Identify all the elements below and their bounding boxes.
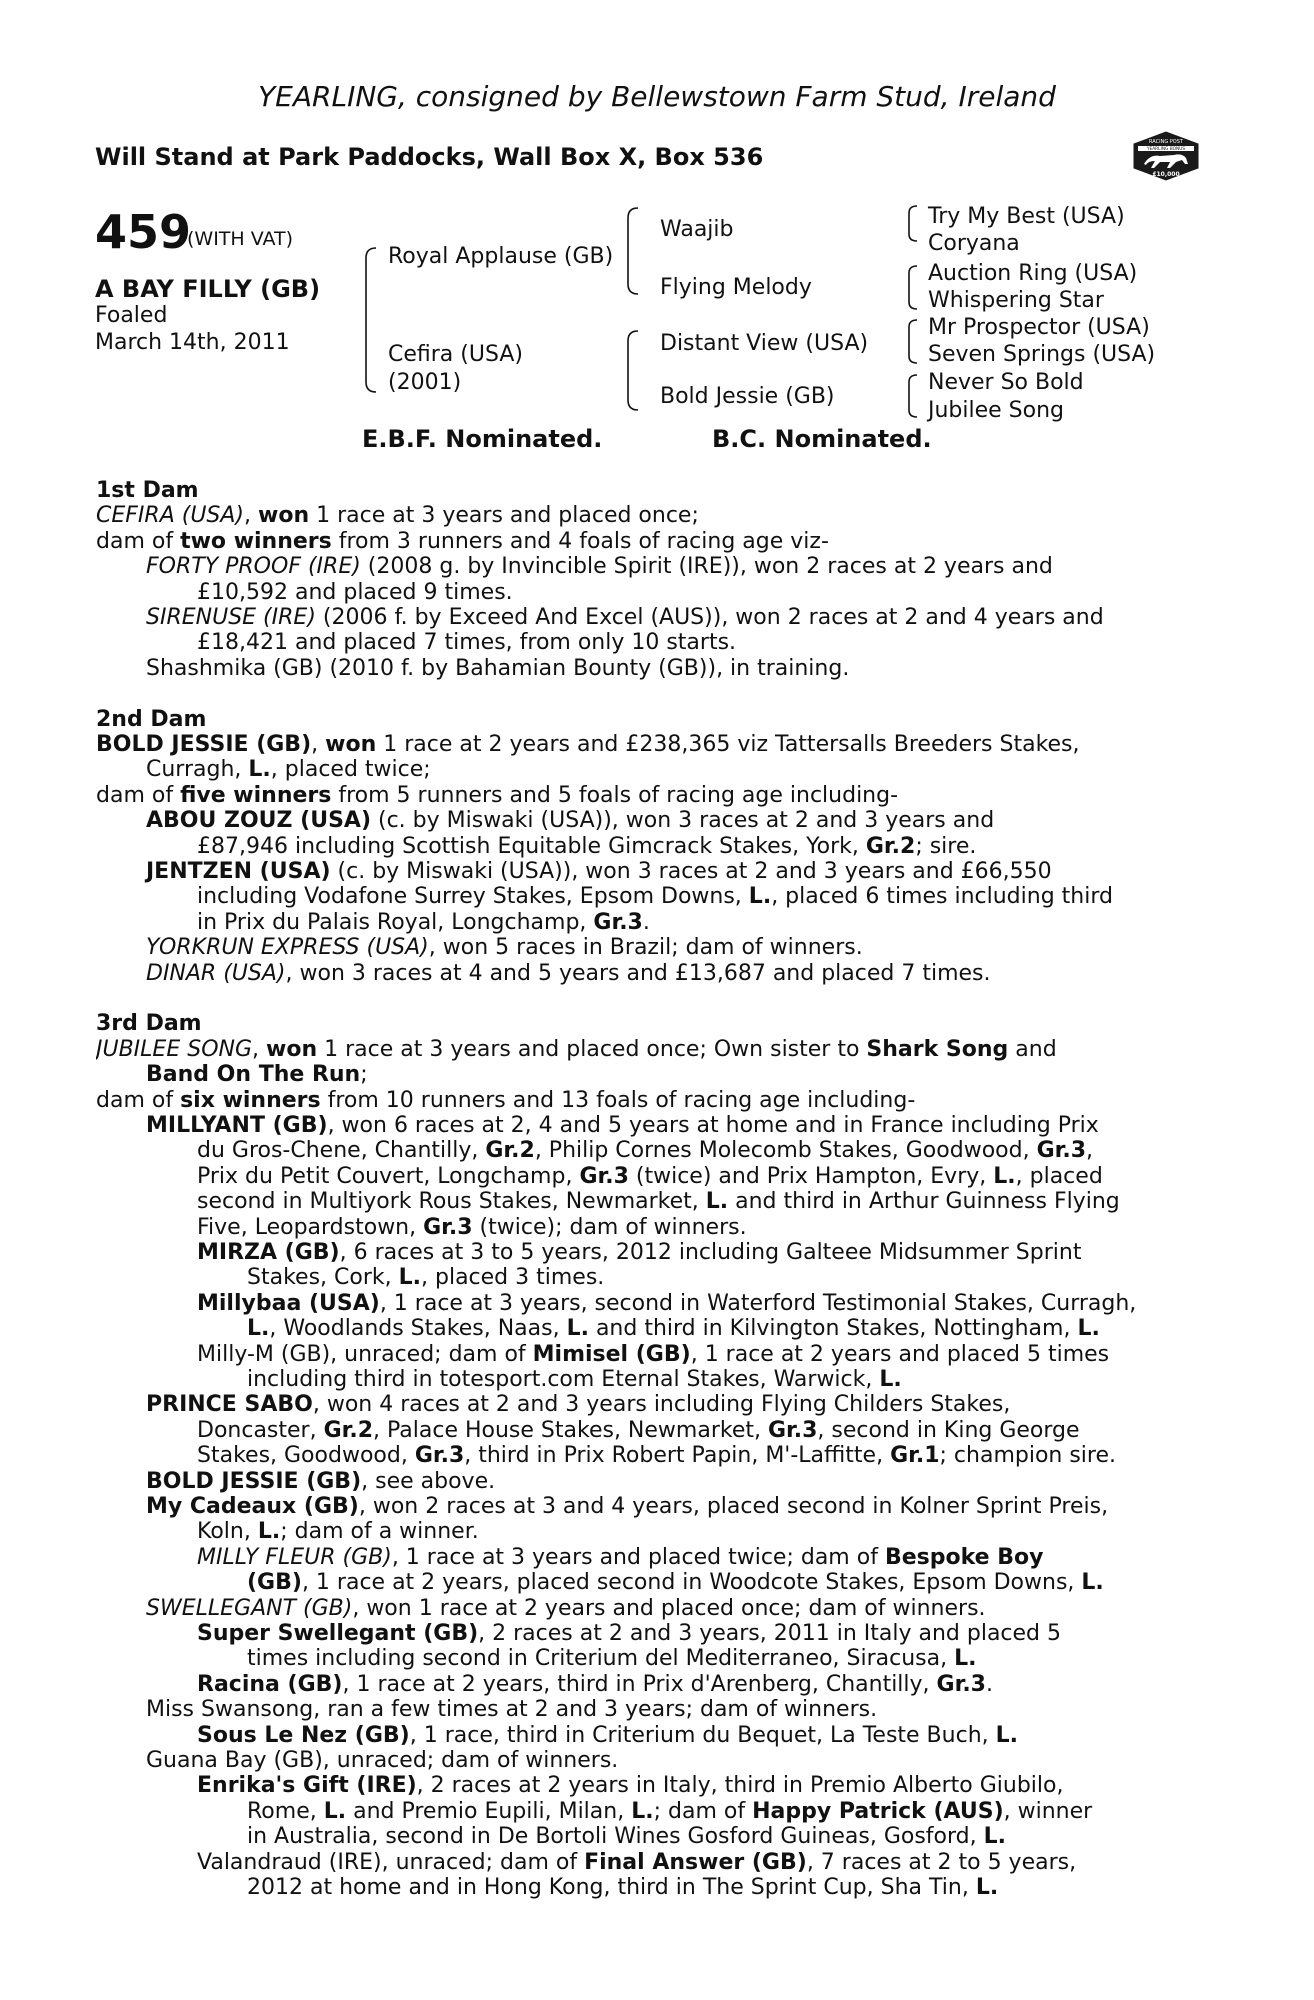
entry-line: Doncaster, Gr.2, Palace House Stakes, Newmarket, Gr.3, second in King George — [197, 1417, 1080, 1443]
entry-line: including third in totesport.com Eternal Stakes, Warwick, L. — [247, 1366, 902, 1392]
entry-line: PRINCE SABO, won 4 races at 2 and 3 years including Flying Childers Stakes, — [146, 1392, 1011, 1418]
entry-line: 2012 at home and in Hong Kong, third in The Sprint Cup, Sha Tin, L. — [247, 1875, 999, 1900]
entry-line: L., Woodlands Stakes, Naas, L. and third in Kilvington Stakes, Nottingham, L. — [247, 1316, 1100, 1342]
entry-line: BOLD JESSIE (GB), won 1 race at 2 years and £238,365 viz Tattersalls Breeders Stakes, — [96, 732, 1080, 758]
page-title: YEARLING, consigned by Bellewstown Farm Stud, Ireland — [258, 80, 1056, 113]
g4-2: Coryana — [928, 231, 1020, 256]
section-spacer — [96, 681, 1204, 706]
entry-line: £87,946 including Scottish Equitable Gimcrack Stakes, York, Gr.2; sire. — [197, 833, 977, 859]
dam-sire-name: Distant View (USA) — [660, 331, 869, 356]
entry-line: Valandraud (IRE), unraced; dam of Final Answer (GB), 7 races at 2 to 5 years, — [197, 1849, 1077, 1875]
entry-line: including Vodafone Surrey Stakes, Epsom Downs, L., placed 6 times including third — [197, 884, 1113, 910]
entry-line: MILLYANT (GB), won 6 races at 2, 4 and 5 years at home and in France including Prix — [146, 1113, 1099, 1139]
sire-dam-name: Flying Melody — [660, 275, 812, 300]
entry-line: £10,592 and placed 9 times. — [197, 579, 513, 605]
lot-number: 459 — [95, 205, 192, 259]
lot-description: A BAY FILLY (GB) — [95, 275, 321, 303]
entry-line: MILLY FLEUR (GB), 1 race at 3 years and placed twice; dam of Bespoke Boy — [197, 1544, 1044, 1570]
entry-line: JENTZEN (USA) (c. by Miswaki (USA)), won 3 races at 2 and 3 years and £66,550 — [146, 859, 1052, 885]
entry-line: Koln, L.; dam of a winner. — [197, 1519, 479, 1545]
catalogue-body — [96, 478, 1204, 1900]
g4-1: Try My Best (USA) — [928, 204, 1125, 229]
logo-amount: £10,000 — [1152, 171, 1180, 178]
entry-line: dam of two winners from 3 runners and 4 foals of racing age viz- — [96, 528, 829, 554]
entry-line: Racina (GB), 1 race at 2 years, third in Prix d'Arenberg, Chantilly, Gr.3. — [197, 1671, 993, 1697]
entry-line: in Prix du Palais Royal, Longchamp, Gr.3. — [197, 909, 650, 935]
entry-line: Curragh, L., placed twice; — [146, 757, 431, 783]
dam-year: (2001) — [388, 370, 462, 395]
entry-line: Stakes, Cork, L., placed 3 times. — [247, 1265, 605, 1291]
entry-line: times including second in Criterium del Mediterraneo, Siracusa, L. — [247, 1646, 977, 1672]
entry-line: Prix du Petit Couvert, Longchamp, Gr.3 (twice) and Prix Hampton, Evry, L., placed — [197, 1163, 1103, 1189]
entry-line: Shashmika (GB) (2010 f. by Bahamian Bounty (GB)), in training. — [146, 655, 850, 681]
foaled-date: March 14th, 2011 — [95, 330, 290, 355]
entry-line: SIRENUSE (IRE) (2006 f. by Exceed And Excel (AUS)), won 2 races at 2 and 4 years and — [146, 605, 1104, 631]
entry-line: BOLD JESSIE (GB), see above. — [146, 1468, 496, 1494]
logo-mid-text: YEARLING BONUS — [1146, 147, 1186, 153]
entry-line: FORTY PROOF (IRE) (2008 g. by Invincible Spirit (IRE)), won 2 races at 2 years and — [146, 554, 1053, 580]
entry-line: Millybaa (USA), 1 race at 3 years, second in Waterford Testimonial Stakes, Curragh, — [197, 1290, 1137, 1316]
entry-line: Sous Le Nez (GB), 1 race, third in Criterium du Bequet, La Teste Buch, L. — [197, 1722, 1019, 1748]
entry-line: Band On The Run; — [146, 1062, 368, 1088]
entry-line: Super Swellegant (GB), 2 races at 2 and 3 years, 2011 in Italy and placed 5 — [197, 1621, 1062, 1646]
g4-4: Whispering Star — [928, 288, 1104, 313]
entry-line: Enrika's Gift (IRE), 2 races at 2 years in Italy, third in Premio Alberto Giubilo, — [197, 1773, 1064, 1799]
entry-line: in Australia, second in De Bortoli Wines Gosford Guineas, Gosford, L. — [247, 1824, 1007, 1850]
entry-line: Stakes, Goodwood, Gr.3, third in Prix Robert Papin, M'-Laffitte, Gr.1; champion sire. — [197, 1443, 1117, 1469]
entry-line: Five, Leopardstown, Gr.3 (twice); dam of winners. — [197, 1214, 747, 1240]
foaled-label: Foaled — [95, 303, 168, 328]
entry-line: dam of six winners from 10 runners and 13 foals of racing age including- — [96, 1087, 916, 1113]
g4-5: Mr Prospector (USA) — [928, 315, 1150, 340]
section-spacer — [96, 986, 1204, 1011]
entry-line: YORKRUN EXPRESS (USA), won 5 races in Brazil; dam of winners. — [146, 935, 863, 961]
entry-line: (GB), 1 race at 2 years, placed second in Woodcote Stakes, Epsom Downs, L. — [247, 1570, 1104, 1596]
entry-line: Miss Swansong, ran a few times at 2 and 3 years; dam of winners. — [146, 1697, 878, 1723]
entry-line: MIRZA (GB), 6 races at 3 to 5 years, 2012 including Galteee Midsummer Sprint — [197, 1239, 1082, 1265]
pedigree-brackets — [0, 0, 1314, 470]
entry-line: £18,421 and placed 7 times, from only 10 starts. — [197, 630, 737, 656]
entry-line: ABOU ZOUZ (USA) (c. by Miswaki (USA)), won 3 races at 2 and 3 years and — [146, 808, 995, 834]
g4-6: Seven Springs (USA) — [928, 342, 1156, 367]
entry-line: Rome, L. and Premio Eupili, Milan, L.; dam of Happy Patrick (AUS), winner — [247, 1798, 1093, 1824]
entry-line: CEFIRA (USA), won 1 race at 3 years and placed once; — [96, 503, 699, 529]
entry-line: SWELLEGANT (GB), won 1 race at 2 years and placed once; dam of winners. — [146, 1595, 986, 1621]
entry-line: du Gros-Chene, Chantilly, Gr.2, Philip Cornes Molecomb Stakes, Goodwood, Gr.3, — [197, 1138, 1093, 1164]
g4-3: Auction Ring (USA) — [928, 261, 1138, 286]
entry-line: DINAR (USA), won 3 races at 4 and 5 years and £13,687 and placed 7 times. — [146, 960, 991, 986]
ebf-nomination: E.B.F. Nominated. — [362, 425, 603, 453]
entry-line: JUBILEE SONG, won 1 race at 3 years and placed once; Own sister to Shark Song and — [96, 1036, 1057, 1062]
stand-location: Will Stand at Park Paddocks, Wall Box X, Box 536 — [95, 143, 764, 171]
dam-name: Cefira (USA) — [388, 342, 523, 367]
entry-line: My Cadeaux (GB), won 2 races at 3 and 4 years, placed second in Kolner Sprint Preis, — [146, 1493, 1109, 1519]
section-heading: 3rd Dam — [96, 1011, 202, 1037]
section-heading: 1st Dam — [96, 478, 199, 503]
vat-note: (WITH VAT) — [187, 228, 294, 250]
bc-nomination: B.C. Nominated. — [712, 425, 932, 453]
sire-sire-name: Waajib — [660, 217, 734, 242]
g4-8: Jubilee Song — [928, 398, 1065, 423]
g4-7: Never So Bold — [928, 370, 1084, 395]
logo-top-text: RACING POST — [1149, 139, 1183, 145]
entry-line: second in Multiyork Rous Stakes, Newmarket, L. and third in Arthur Guinness Flying — [197, 1189, 1120, 1215]
entry-line: Milly-M (GB), unraced; dam of Mimisel (GB), 1 race at 2 years and placed 5 times — [197, 1341, 1110, 1367]
entry-line: dam of five winners from 5 runners and 5 foals of racing age including- — [96, 782, 899, 808]
entry-line: Guana Bay (GB), unraced; dam of winners. — [146, 1748, 619, 1774]
section-heading: 2nd Dam — [96, 706, 207, 732]
sire-name: Royal Applause (GB) — [388, 244, 614, 269]
dam-dam-name: Bold Jessie (GB) — [660, 384, 835, 409]
